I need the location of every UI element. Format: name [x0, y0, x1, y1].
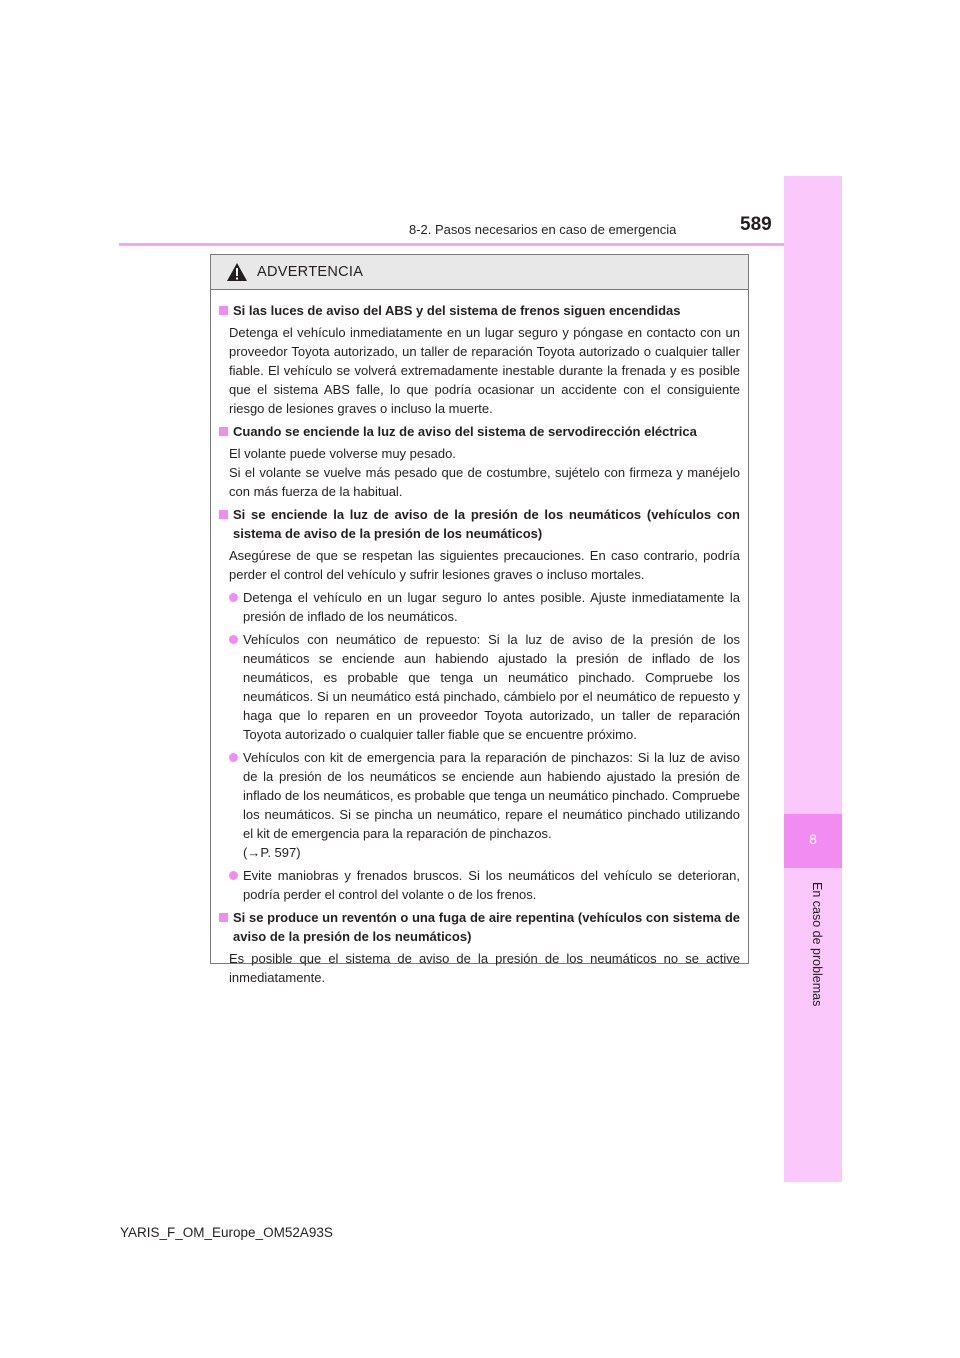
chapter-tab[interactable] — [784, 814, 842, 868]
list-item: Evite maniobras y frenados bruscos. Si los neumáticos del vehículo se deterioran, podría perder el control del volante o de los frenos. — [219, 866, 740, 904]
list-item: Vehículos con neumático de repuesto: Si la luz de aviso de la presión de los neumáticos se enciende aun habiendo ajustado la presión de inflado de los neumáticos, es probable que tenga un neumático pinchado. Compruebe los neumáticos. Si un neumático está pinchado, cámbielo por el neumático de repuesto y haga que lo reparen en un proveedor Toyota autorizado, un taller de reparación Toyota autorizado o cualquier taller fiable que se encuentre próximo. — [219, 630, 740, 744]
circle-bullet-icon — [229, 753, 238, 762]
footer-model-code: YARIS_F_OM_Europe_OM52A93S — [120, 1225, 333, 1240]
paragraph: Asegúrese de que se respetan las siguientes precauciones. En caso contrario, podría perder el control del vehículo y sufrir lesiones graves o incluso mortales. — [229, 548, 740, 582]
paragraph: Detenga el vehículo inmediatamente en un lugar seguro y póngase en contacto con un proveedor Toyota autorizado, un taller de reparación Toyota autorizado o cualquier taller fiable. El vehículo se volverá extremadamente inestable durante la frenada y es posible que el sistema ABS falle, lo que podría ocasionar un accidente con el consiguiente riesgo de lesiones graves o incluso la muerte. — [229, 325, 740, 416]
section-heading: Si las luces de aviso del ABS y del sistema de frenos siguen encendidas — [219, 301, 740, 320]
paragraph: Es posible que el sistema de aviso de la presión de los neumáticos no se active inmediatamente. — [229, 951, 740, 985]
warning-body — [211, 290, 748, 987]
list-item — [219, 748, 740, 862]
section-heading: Si se enciende la luz de aviso de la presión de los neumáticos (vehículos con sistema de aviso de la presión de los neumáticos) — [219, 505, 740, 543]
list-item: Detenga el vehículo en un lugar seguro lo antes posible. Ajuste inmediatamente la presión de inflado de los neumáticos. — [219, 588, 740, 626]
circle-bullet-icon — [229, 871, 238, 880]
warning-header — [211, 255, 748, 290]
section-heading: Cuando se enciende la luz de aviso del sistema de servodirección eléctrica — [219, 422, 740, 441]
section-title: 8-2. Pasos necesarios en caso de emergencia — [409, 222, 677, 237]
header-rule — [119, 243, 841, 246]
chapter-number: 8 — [809, 831, 817, 847]
page-reference-link[interactable]: (→P. 597) — [243, 845, 301, 860]
chapter-title: En caso de problemas — [810, 882, 824, 1007]
square-bullet-icon — [219, 306, 228, 315]
circle-bullet-icon — [229, 593, 238, 602]
warning-box — [210, 254, 749, 985]
warning-title: ADVERTENCIA — [257, 264, 364, 280]
square-bullet-icon — [219, 913, 228, 922]
page-number: 589 — [740, 214, 772, 235]
side-chapter-strip — [784, 176, 842, 1182]
list-item-text: Vehículos con kit de emergencia para la reparación de pinchazos: Si la luz de aviso de la presión de los neumáticos se enciende aun habiendo ajustado la presión de inflado de los neumáticos, es probable que tenga un neumático pinchado. Compruebe los neumáticos. Si se pincha un neumático, repare el neumático pinchado utilizando el kit de emergencia para la reparación de pinchazos. — [243, 750, 740, 841]
warning-triangle-icon — [226, 262, 248, 282]
square-bullet-icon — [219, 427, 228, 436]
section-heading: Si se produce un reventón o una fuga de aire repentina (vehículos con sistema de aviso de la presión de los neumáticos) — [219, 908, 740, 946]
square-bullet-icon — [219, 510, 228, 519]
paragraph: Si el volante se vuelve más pesado que de costumbre, sujételo con firmeza y manéjelo con más fuerza de la habitual. — [229, 465, 740, 499]
circle-bullet-icon — [229, 635, 238, 644]
paragraph: El volante puede volverse muy pesado. — [229, 446, 456, 461]
